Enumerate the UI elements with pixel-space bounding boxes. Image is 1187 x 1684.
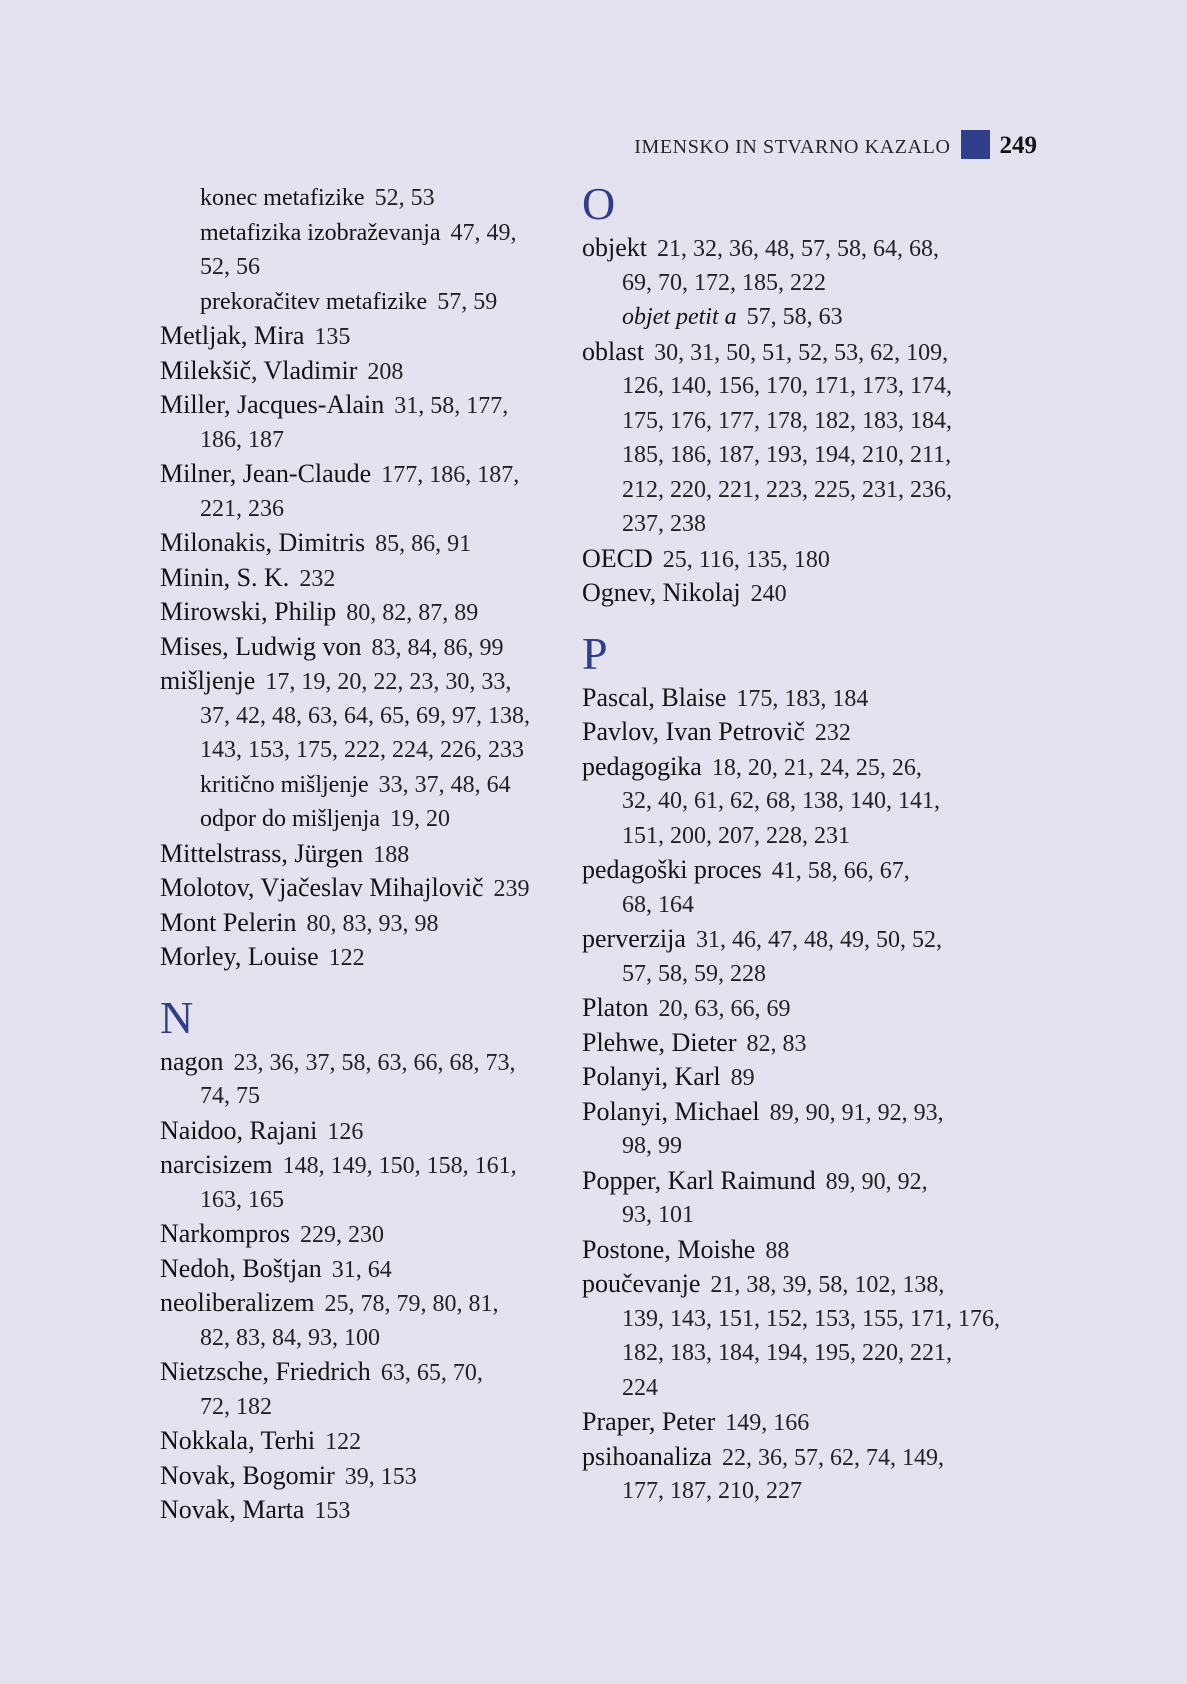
index-entry [582,1233,1022,1268]
entry-term: Mirowski, Philip [160,597,337,626]
index-subentry [160,181,580,216]
subentry-term: metafizika izobraževanja [200,219,441,246]
page-references: 74, 75 [200,1083,260,1109]
entry-term: Mont Pelerin [160,907,297,937]
page-references: 143, 153, 175, 222, 224, 226, 233 [200,737,524,763]
index-continuation-line [582,1129,1022,1164]
index-block-n [160,1045,580,1528]
page-references: 148, 149, 150, 158, 161, [282,1153,517,1179]
index-subentry [160,768,580,803]
index-entry [160,1286,580,1321]
index-entry [160,1459,580,1494]
index-entry [582,715,1022,750]
index-block-o [582,231,1022,611]
page-references: 89 [730,1065,755,1091]
index-block-p [582,681,1022,1509]
page-references: 80, 83, 93, 98 [306,910,439,937]
index-subentry [160,285,580,320]
index-entry [582,681,1022,716]
page-references: 212, 220, 221, 223, 225, 231, 236, [622,476,952,503]
index-entry [160,561,580,596]
index-continuation-line [582,473,1022,508]
entry-term: Popper, Karl Raimund [582,1165,816,1195]
index-entry [160,1424,580,1459]
index-continuation-line [160,1321,580,1356]
index-entry [582,991,1022,1026]
index-continuation-line [582,1336,1022,1371]
index-entry [160,1355,580,1390]
page-references: 88 [765,1237,790,1264]
index-entry [582,231,1022,266]
page-references: 163, 165 [200,1186,284,1213]
index-entry [160,630,580,665]
page-references: 22, 36, 57, 62, 74, 149, [721,1444,944,1471]
page-references: 25, 78, 79, 80, 81, [324,1291,499,1317]
index-continuation-line [582,888,1022,923]
subentry-term: konec metafizike [200,185,365,211]
page-references: 177, 187, 210, 227 [622,1478,802,1504]
index-subentry [160,802,580,837]
index-entry [160,1217,580,1252]
index-block-m [160,181,580,975]
page-references: 72, 182 [200,1393,272,1420]
index-entry [160,526,580,561]
index-entry [160,457,580,492]
index-entry [582,576,1022,611]
entry-term: Plehwe, Dieter [582,1027,737,1057]
entry-term: nagon [160,1046,224,1076]
page-references: 31, 46, 47, 48, 49, 50, 52, [695,927,942,953]
subentry-term: kritično mišljenje [200,771,369,798]
page-references: 82, 83, 84, 93, 100 [200,1324,380,1351]
entry-term: Novak, Marta [160,1495,305,1524]
page-references: 239 [493,876,530,902]
entry-term: Platon [582,993,649,1022]
page-references: 20, 63, 66, 69 [658,996,791,1022]
index-continuation-line [160,423,580,458]
subentry-term: odpor do mišljenja [200,806,380,832]
page-references: 47, 49, [450,219,517,246]
index-entry [582,922,1022,957]
page-references: 41, 58, 66, 67, [771,858,910,884]
page-references: 68, 164 [622,891,694,918]
entry-term: Nokkala, Terhi [160,1426,316,1455]
entry-term: Polanyi, Karl [582,1062,721,1091]
page-references: 18, 20, 21, 24, 25, 26, [711,754,922,781]
index-entry [160,388,580,423]
page-references: 30, 31, 50, 51, 52, 53, 62, 109, [654,339,949,366]
page-references: 33, 37, 48, 64 [378,771,511,798]
index-continuation-line [582,957,1022,992]
page-references: 177, 186, 187, [381,462,520,488]
subentry-term: objet petit a [622,304,737,330]
index-continuation-line [582,1302,1022,1337]
index-continuation-line [582,1474,1022,1509]
index-subentry [582,300,1022,335]
page-references: 89, 90, 92, [825,1168,928,1195]
page-references: 151, 200, 207, 228, 231 [622,822,850,849]
page-references: 63, 65, 70, [380,1360,483,1386]
entry-term: Pascal, Blaise [582,682,727,712]
page-references: 224 [622,1374,658,1401]
index-continuation-line [160,1079,580,1114]
page-references: 17, 19, 20, 22, 23, 30, 33, [265,669,512,695]
page-references: 21, 38, 39, 58, 102, 138, [710,1272,945,1298]
page-references: 240 [750,581,787,607]
left-column [160,181,580,1528]
entry-term: pedagogika [582,751,702,781]
entry-term: Ognev, Nikolaj [582,578,741,607]
page-references: 31, 58, 177, [394,393,509,419]
page-references: 185, 186, 187, 193, 194, 210, 211, [622,442,952,468]
index-entry [160,1148,580,1183]
index-entry [160,664,580,699]
index-entry [582,1267,1022,1302]
index-subentry [160,216,580,251]
right-column [582,178,1022,1509]
page-references: 25, 116, 135, 180 [662,546,830,573]
page-references: 232 [814,720,851,746]
entry-term: Milonakis, Dimitris [160,528,366,557]
section-letter-n: N [160,991,194,1043]
entry-term: Metljak, Mira [160,321,305,350]
index-entry [160,871,580,906]
entry-term: OECD [582,543,653,573]
index-entry [582,750,1022,785]
index-entry [582,1164,1022,1199]
index-continuation-line [160,1390,580,1425]
page-references: 57, 59 [437,288,498,315]
page-references: 149, 166 [725,1410,810,1436]
page-references: 23, 36, 37, 58, 63, 66, 68, 73, [233,1049,516,1076]
entry-term: psihoanaliza [582,1441,712,1471]
entry-term: narcisizem [160,1150,273,1179]
index-entry [582,335,1022,370]
index-entry [582,1405,1022,1440]
entry-term: mišljenje [160,666,256,695]
page-references: 69, 70, 172, 185, 222 [622,269,826,296]
index-continuation-line [582,819,1022,854]
page-number: 249 [999,132,1037,159]
index-continuation-line [582,404,1022,439]
index-entry [160,1252,580,1287]
index-entry [160,354,580,389]
index-continuation-line [160,250,580,285]
page-references: 229, 230 [299,1222,384,1248]
page-references: 57, 58, 59, 228 [622,960,766,987]
page-references: 122 [328,945,365,971]
page-references: 80, 82, 87, 89 [346,600,479,626]
index-continuation-line [582,1198,1022,1233]
running-header [634,128,1037,160]
page-references: 208 [367,358,404,385]
index-continuation-line [160,492,580,527]
page-references: 98, 99 [622,1133,682,1159]
index-continuation-line [160,1183,580,1218]
page-references: 175, 176, 177, 178, 182, 183, 184, [622,407,952,434]
index-entry [582,1440,1022,1475]
page-references: 85, 86, 91 [375,531,472,557]
index-continuation-line [582,369,1022,404]
entry-term: Miller, Jacques-Alain [160,390,385,419]
entry-term: neoliberalizem [160,1288,315,1317]
index-entry [160,595,580,630]
entry-term: Polanyi, Michael [582,1096,760,1126]
index-entry [160,1114,580,1149]
page-references: 52, 53 [374,185,435,211]
page-references: 175, 183, 184 [736,685,869,712]
page-references: 37, 42, 48, 63, 64, 65, 69, 97, 138, [200,702,530,729]
entry-term: Postone, Moishe [582,1234,756,1264]
entry-term: Praper, Peter [582,1407,716,1436]
page-references: 19, 20 [389,806,450,832]
page-references: 221, 236 [200,495,284,522]
page-references: 93, 101 [622,1202,694,1228]
entry-term: Milekšič, Vladimir [160,355,358,385]
page-references: 188 [373,841,410,868]
entry-term: Novak, Bogomir [160,1460,335,1490]
page-references: 182, 183, 184, 194, 195, 220, 221, [622,1340,952,1366]
page-references: 232 [299,565,336,592]
index-continuation-line [582,266,1022,301]
page-references: 126 [327,1118,364,1145]
section-letter-p: P [582,627,608,679]
page-references: 153 [314,1498,351,1524]
page-references: 57, 58, 63 [746,304,843,330]
index-entry [582,542,1022,577]
page-references: 139, 143, 151, 152, 153, 155, 171, 176, [622,1305,1000,1332]
index-continuation-line [582,438,1022,473]
entry-term: poučevanje [582,1269,701,1298]
entry-term: Morley, Louise [160,942,319,971]
page-references: 82, 83 [746,1030,807,1057]
page-references: 39, 153 [344,1463,417,1490]
entry-term: Nietzsche, Friedrich [160,1357,371,1386]
entry-term: Minin, S. K. [160,562,290,592]
section-letter-o: O [582,178,616,229]
index-entry [160,837,580,872]
index-entry [160,319,580,354]
entry-term: Naidoo, Rajani [160,1115,318,1145]
page-references: 21, 32, 36, 48, 57, 58, 64, 68, [657,236,939,262]
entry-term: oblast [582,336,645,366]
page-references: 31, 64 [331,1256,392,1283]
index-entry [160,1493,580,1528]
entry-term: Mittelstrass, Jürgen [160,838,364,868]
page-references: 237, 238 [622,511,706,537]
entry-term: objekt [582,233,647,262]
index-entry [582,853,1022,888]
page-references: 135 [314,324,351,350]
index-entry [582,1060,1022,1095]
page-references: 126, 140, 156, 170, 171, 173, 174, [622,373,952,399]
page-references: 186, 187 [200,426,284,453]
page-references: 32, 40, 61, 62, 68, 138, 140, 141, [622,788,940,814]
index-entry [582,1095,1022,1130]
page-references: 89, 90, 91, 92, 93, [769,1099,944,1126]
index-entry [160,940,580,975]
entry-term: Nedoh, Boštjan [160,1253,322,1283]
index-entry [160,906,580,941]
entry-term: Molotov, Vjačeslav Mihajlovič [160,873,484,902]
index-continuation-line [160,699,580,734]
entry-term: pedagoški proces [582,855,762,884]
entry-term: Narkompros [160,1219,290,1248]
index-continuation-line [582,507,1022,542]
entry-term: Pavlov, Ivan Petrovič [582,717,805,746]
page-references: 83, 84, 86, 99 [371,634,504,661]
index-continuation-line [582,784,1022,819]
page-references: 52, 56 [200,254,260,280]
entry-term: Milner, Jean-Claude [160,459,372,488]
entry-term: Mises, Ludwig von [160,631,362,661]
index-continuation-line [582,1371,1022,1406]
index-entry [582,1026,1022,1061]
page-references: 122 [325,1429,362,1455]
entry-term: perverzija [582,924,686,953]
subentry-term: prekoračitev metafizike [200,288,428,315]
index-entry [160,1045,580,1080]
running-header-title: IMENSKO IN STVARNO KAZALO [634,135,951,158]
header-accent-square [961,130,990,159]
index-continuation-line [160,733,580,768]
